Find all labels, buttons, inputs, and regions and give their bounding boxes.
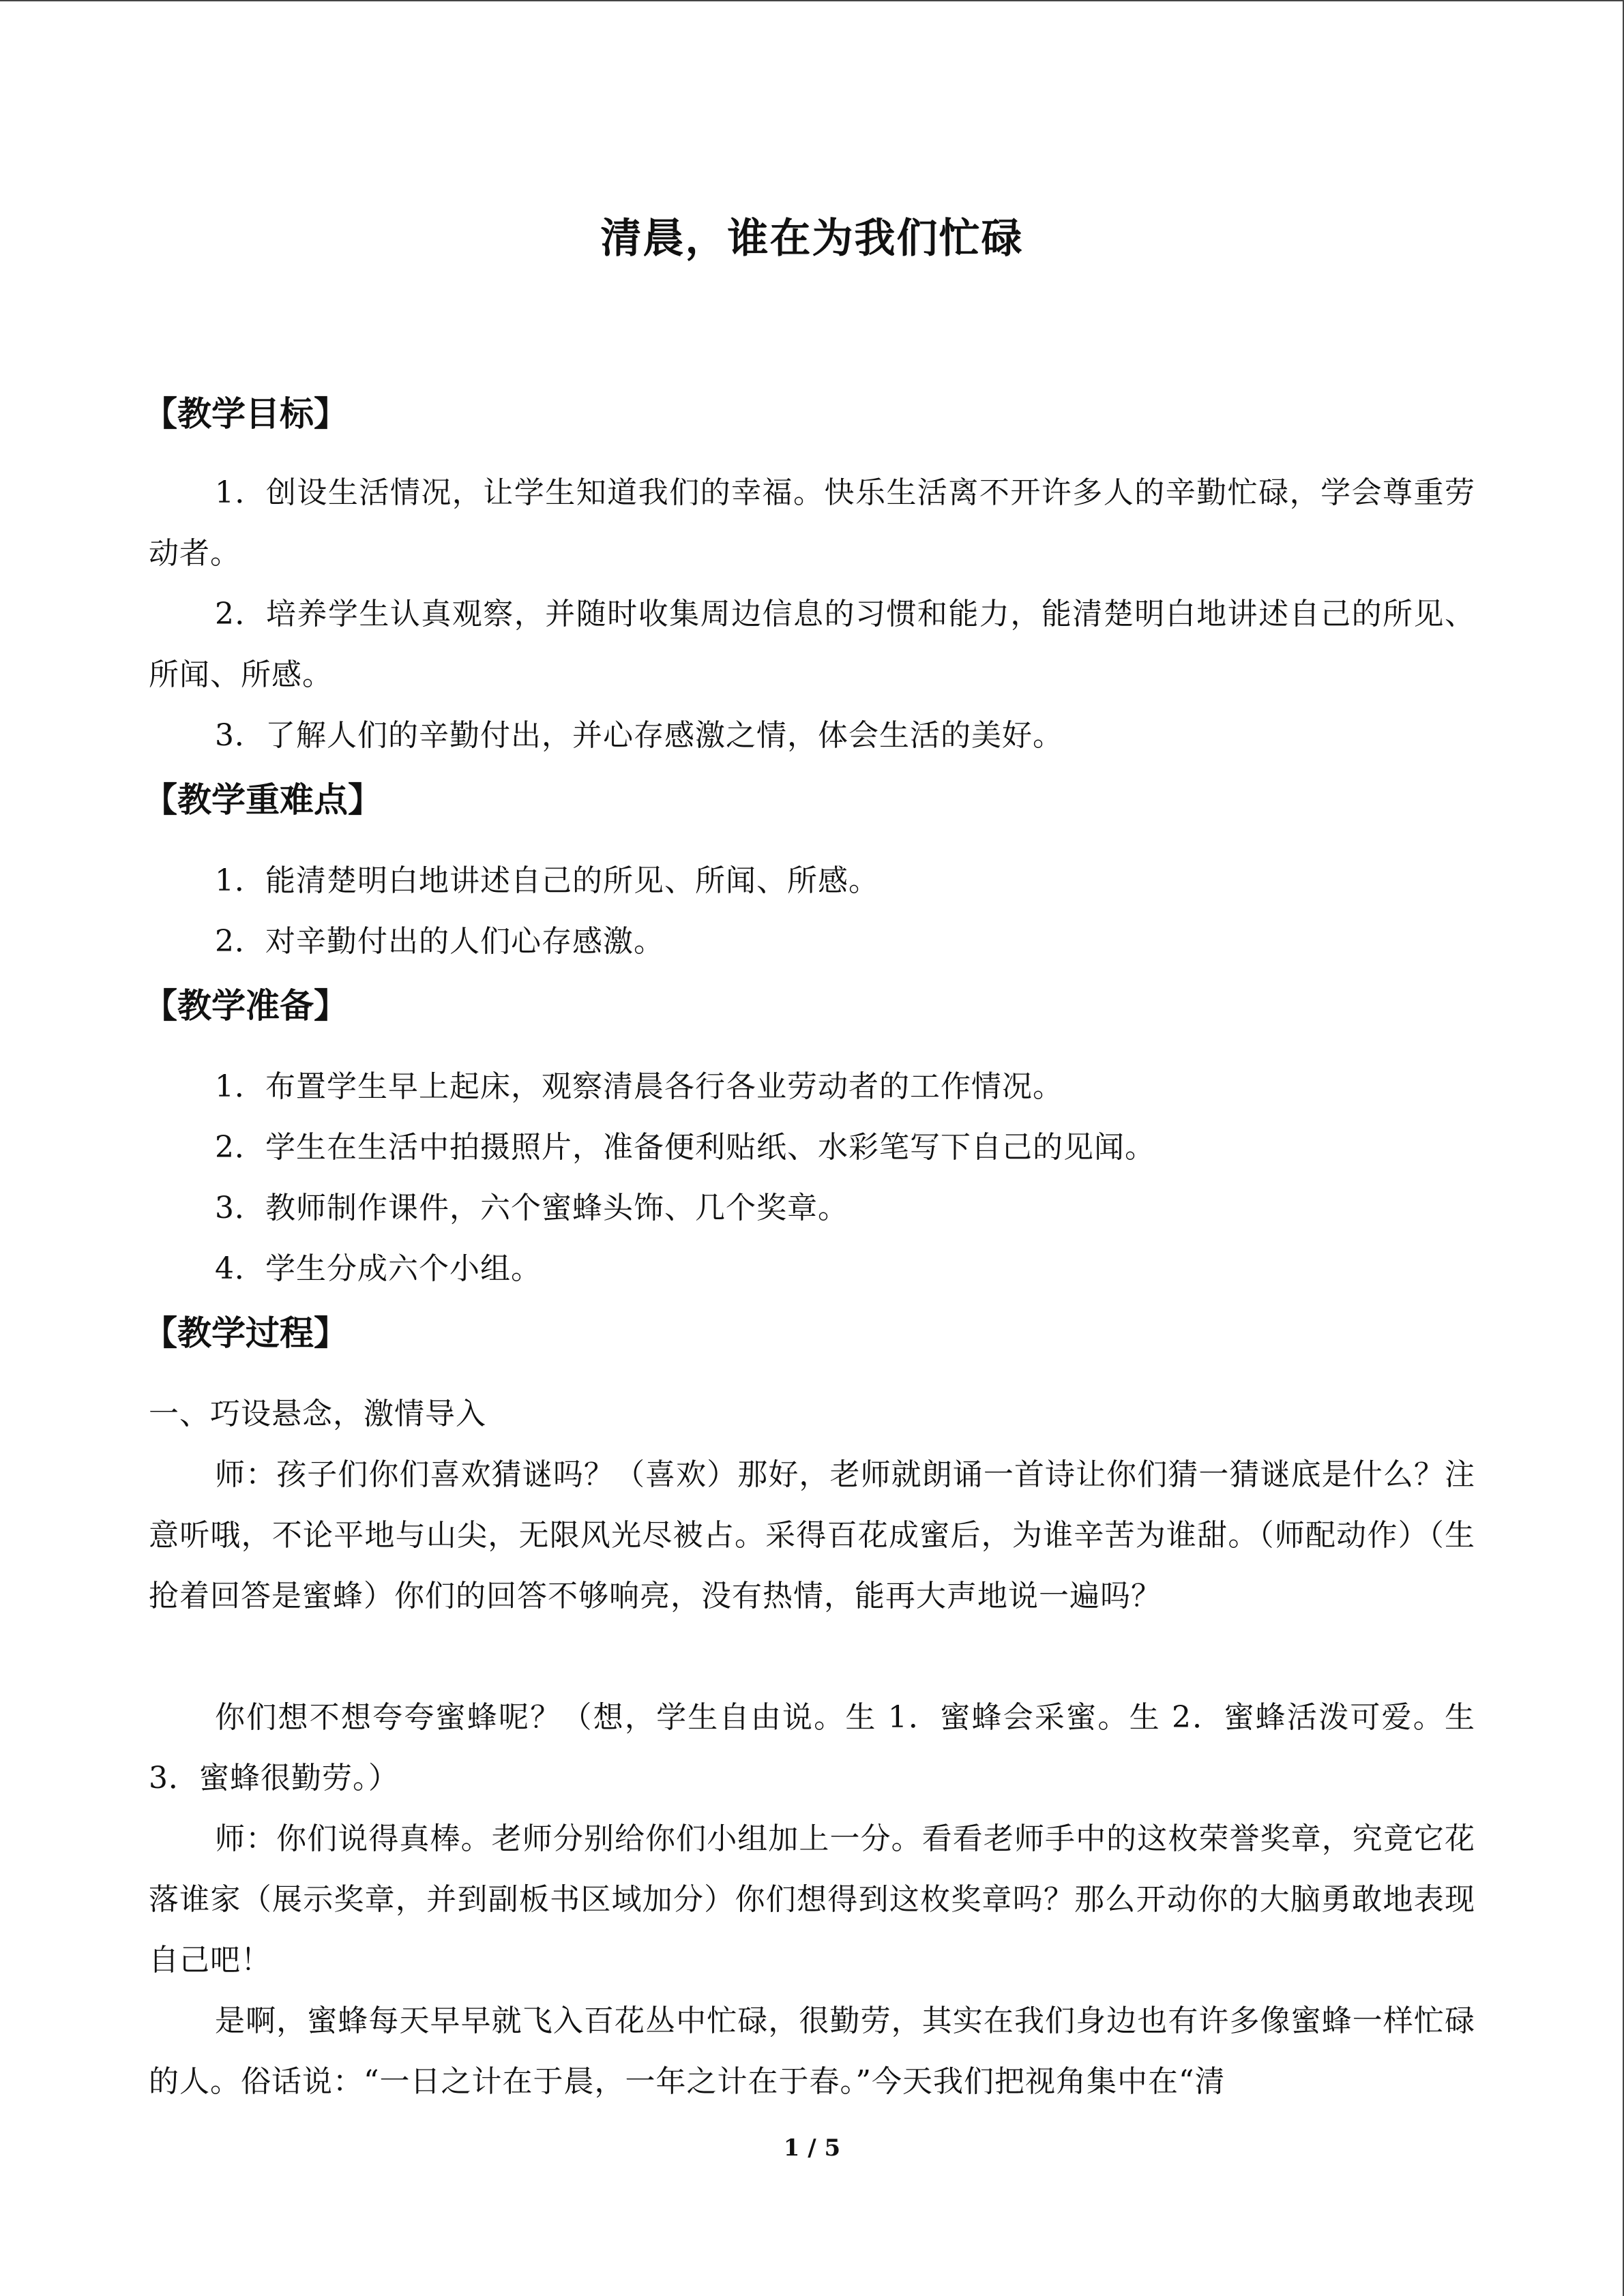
objective-item-3: 3．了解人们的辛勤付出，并心存感激之情，体会生活的美好。 xyxy=(215,718,1063,753)
section-heading-key-points: 【教学重难点】 xyxy=(143,780,382,820)
process-paragraph-3: 师：你们说得真棒。老师分别给你们小组加上一分。看看老师手中的这枚荣誉奖章，究竟它花落谁家（展示奖章，并到副板书区域加分）你们想得到这枚奖章吗？那么开动你的大脑勇敢地表现自己吧！ xyxy=(149,1821,1475,1978)
process-paragraph-2: 你们想不想夸夸蜜蜂呢？（想，学生自由说。生 1．蜜蜂会采蜜。生 2．蜜蜂活泼可爱。生 3．蜜蜂很勤劳。） xyxy=(149,1700,1475,1795)
preparation-item-4: 4．学生分成六个小组。 xyxy=(215,1251,542,1286)
process-paragraph-4: 是啊，蜜蜂每天早早就飞入百花丛中忙碌，很勤劳，其实在我们身边也有许多像蜜蜂一样忙碌的人。俗话说：“一日之计在于晨，一年之计在于春。”今天我们把视角集中在“清 xyxy=(149,2003,1475,2099)
section-heading-objectives: 【教学目标】 xyxy=(143,394,348,434)
section-heading-preparation: 【教学准备】 xyxy=(143,986,348,1026)
objective-item-1: 1．创设生活情况，让学生知道我们的幸福。快乐生活离不开许多人的辛勤忙碌，学会尊重劳动者。 xyxy=(149,475,1475,571)
objective-item-2: 2．培养学生认真观察，并随时收集周边信息的习惯和能力，能清楚明白地讲述自己的所见、所闻、所感。 xyxy=(149,597,1475,692)
process-subheading: 一、巧设悬念，激情导入 xyxy=(149,1397,486,1431)
preparation-item-1: 1．布置学生早上起床，观察清晨各行各业劳动者的工作情况。 xyxy=(215,1069,1063,1104)
document-title: 清晨，谁在为我们忙碌 xyxy=(600,215,1024,263)
key-point-item-1: 1．能清楚明白地讲述自己的所见、所闻、所感。 xyxy=(215,863,879,898)
preparation-item-3: 3．教师制作课件，六个蜜蜂头饰、几个奖章。 xyxy=(215,1191,848,1225)
preparation-item-2: 2．学生在生活中拍摄照片，准备便利贴纸、水彩笔写下自己的见闻。 xyxy=(215,1130,1155,1165)
section-heading-process: 【教学过程】 xyxy=(143,1313,348,1353)
process-paragraph-1: 师：孩子们你们喜欢猜谜吗？（喜欢）那好，老师就朗诵一首诗让你们猜一猜谜底是什么？注意听哦，不论平地与山尖，无限风光尽被占。采得百花成蜜后，为谁辛苦为谁甜。（师配动作）（生抢着回答是蜜蜂）你们的回答不够响亮，没有热情，能再大声地说一遍吗？ xyxy=(149,1457,1475,1613)
page-number: 1 / 5 xyxy=(783,2134,841,2162)
key-point-item-2: 2．对辛勤付出的人们心存感激。 xyxy=(215,924,664,959)
